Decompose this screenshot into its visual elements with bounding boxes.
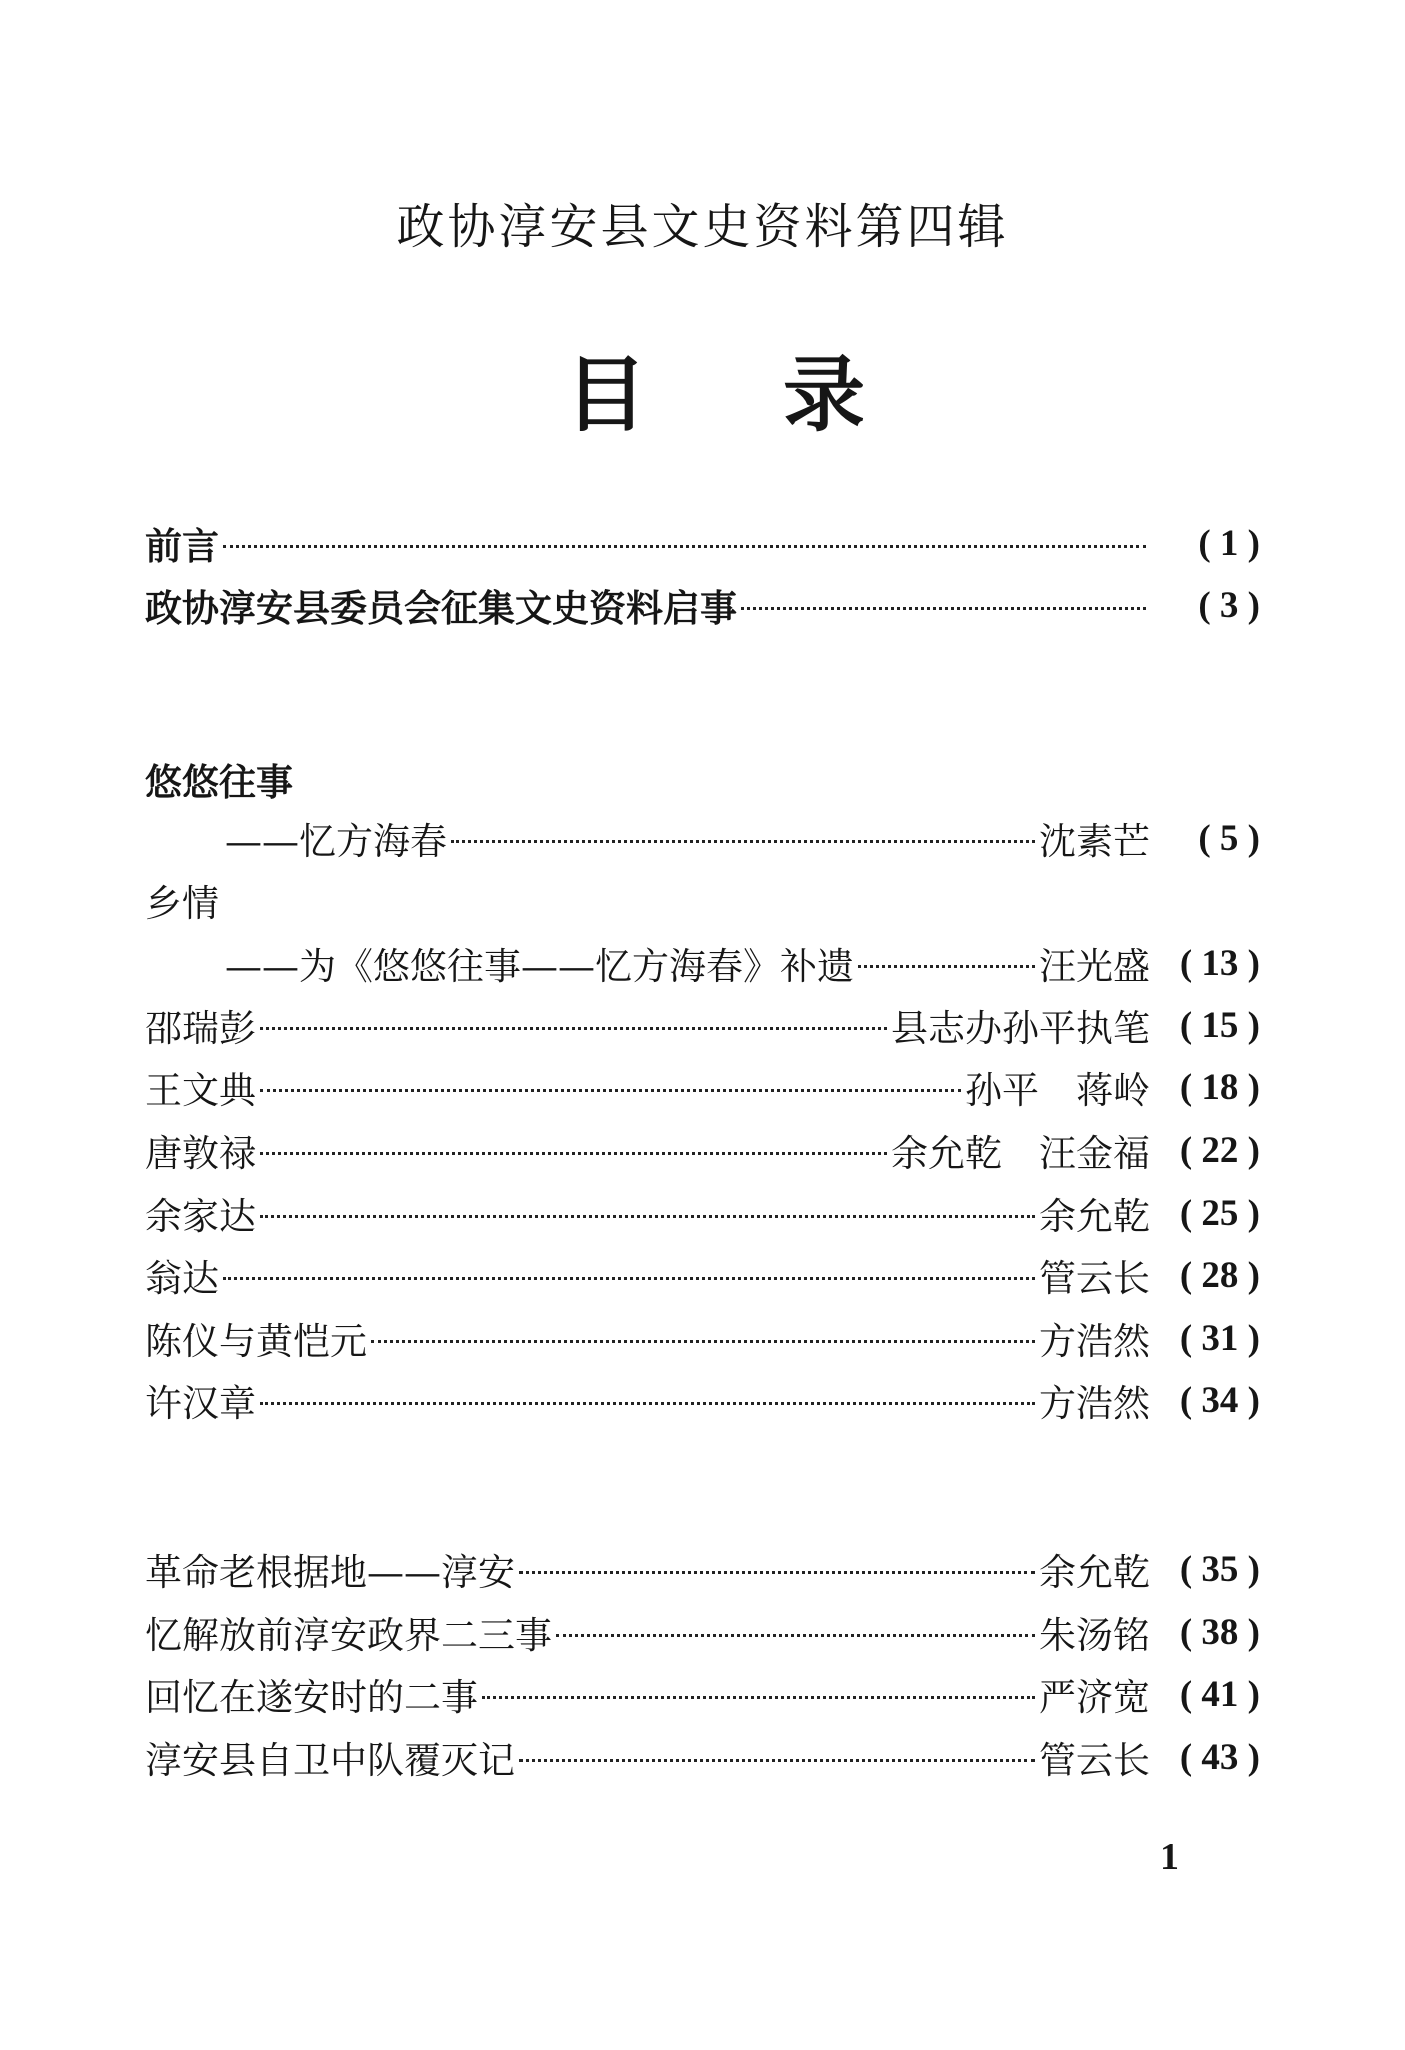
toc-entry-page: ( 31 ) <box>1179 1317 1260 1359</box>
dot-leader <box>741 607 1146 610</box>
dot-leader <box>556 1634 1035 1637</box>
toc-entry-page: ( 28 ) <box>1179 1254 1260 1296</box>
toc-entry-page: ( 34 ) <box>1179 1379 1260 1421</box>
dot-leader <box>371 1340 1035 1343</box>
dot-leader <box>858 965 1035 968</box>
toc-entry-title: 翁达 <box>145 1257 219 1300</box>
toc-section-heading: 悠悠往事 <box>145 760 293 804</box>
toc-entry <box>145 517 1260 569</box>
toc-entry-author: 县志办孙平执笔 <box>891 1007 1150 1050</box>
toc-entry-author: 方浩然 <box>1039 1320 1150 1363</box>
toc-entry-author: 余允乾 <box>1039 1195 1150 1238</box>
toc-entry-author: 管云长 <box>1039 1739 1150 1782</box>
toc-entry-author: 朱汤铭 <box>1039 1614 1150 1657</box>
toc-entry-author: 余允乾 汪金福 <box>891 1132 1150 1175</box>
toc-entry-author: 方浩然 <box>1039 1382 1150 1425</box>
toc-entry-page: ( 15 ) <box>1179 1004 1260 1046</box>
toc-entry-author: 孙平 蒋岭 <box>965 1069 1150 1112</box>
toc-entry-page: ( 41 ) <box>1179 1673 1260 1715</box>
dot-leader <box>223 1277 1035 1280</box>
toc-entry <box>145 1249 1260 1301</box>
dot-leader <box>260 1089 961 1092</box>
toc-entry-title: 邵瑞彭 <box>145 1007 256 1050</box>
toc-entry-title: 唐敦禄 <box>145 1132 256 1175</box>
toc-entry <box>225 812 1260 864</box>
toc-entry-title: 政协淳安县委员会征集文史资料启事 <box>145 586 737 630</box>
toc-entry-author: 余允乾 <box>1039 1551 1150 1594</box>
toc-entry-page: ( 35 ) <box>1179 1548 1260 1590</box>
dot-leader <box>260 1215 1035 1218</box>
toc-entry-title: 余家达 <box>145 1195 256 1238</box>
toc-entry-page: ( 3 ) <box>1198 584 1260 626</box>
dot-leader <box>519 1759 1035 1762</box>
toc-entry <box>145 1731 1260 1783</box>
page-number: 1 <box>1160 1836 1179 1878</box>
toc-entry-author: 汪光盛 <box>1039 945 1150 988</box>
toc-entry-page: ( 1 ) <box>1198 522 1260 564</box>
toc-entry-title: ——为《悠悠往事——忆方海春》补遗 <box>225 945 854 988</box>
toc-entry-title: 前言 <box>145 524 219 568</box>
toc-entry-title: 回忆在遂安时的二事 <box>145 1676 478 1719</box>
toc-entry-title: 淳安县自卫中队覆灭记 <box>145 1739 515 1782</box>
toc-entry <box>145 1061 1260 1113</box>
toc-entry-title: 忆解放前淳安政界二三事 <box>145 1614 552 1657</box>
dot-leader <box>451 840 1035 843</box>
toc-entry-title: 陈仪与黄恺元 <box>145 1320 367 1363</box>
toc-entry <box>145 1187 1260 1239</box>
dot-leader <box>260 1027 887 1030</box>
toc-entry-title: 许汉章 <box>145 1382 256 1425</box>
toc-entry-author: 管云长 <box>1039 1257 1150 1300</box>
toc-entry-page: ( 38 ) <box>1179 1611 1260 1653</box>
dot-leader <box>482 1696 1035 1699</box>
toc-heading-char-2: 录 <box>782 347 865 443</box>
toc-entry-page: ( 25 ) <box>1179 1192 1260 1234</box>
toc-entry <box>225 937 1260 989</box>
toc-entry-page: ( 18 ) <box>1179 1066 1260 1108</box>
toc-entry <box>145 1606 1260 1658</box>
toc-entry-page: ( 13 ) <box>1179 942 1260 984</box>
toc-entry-author: 严济宽 <box>1039 1676 1150 1719</box>
toc-entry <box>145 1543 1260 1595</box>
toc-entry-title: 革命老根据地——淳安 <box>145 1551 515 1594</box>
toc-heading <box>565 330 865 447</box>
toc-section-heading: 乡情 <box>145 882 219 925</box>
toc-entry <box>145 1124 1260 1176</box>
toc-entry-page: ( 22 ) <box>1179 1129 1260 1171</box>
toc-entry <box>145 1374 1260 1426</box>
toc-entry <box>145 1668 1260 1720</box>
toc-heading-char-1: 目 <box>565 347 648 443</box>
toc-entry <box>145 999 1260 1051</box>
toc-entry-page: ( 43 ) <box>1179 1736 1260 1778</box>
toc-entry-page: ( 5 ) <box>1198 817 1260 859</box>
dot-leader <box>260 1152 887 1155</box>
toc-entry-title: ——忆方海春 <box>225 820 447 863</box>
series-title: 政协淳安县文史资料第四辑 <box>396 199 1009 255</box>
dot-leader <box>519 1571 1035 1574</box>
toc-entry-author: 沈素芒 <box>1039 820 1150 863</box>
toc-entry <box>145 1312 1260 1364</box>
toc-entry <box>145 579 1260 631</box>
dot-leader <box>260 1402 1035 1405</box>
dot-leader <box>223 545 1146 548</box>
toc-entry-title: 王文典 <box>145 1069 256 1112</box>
